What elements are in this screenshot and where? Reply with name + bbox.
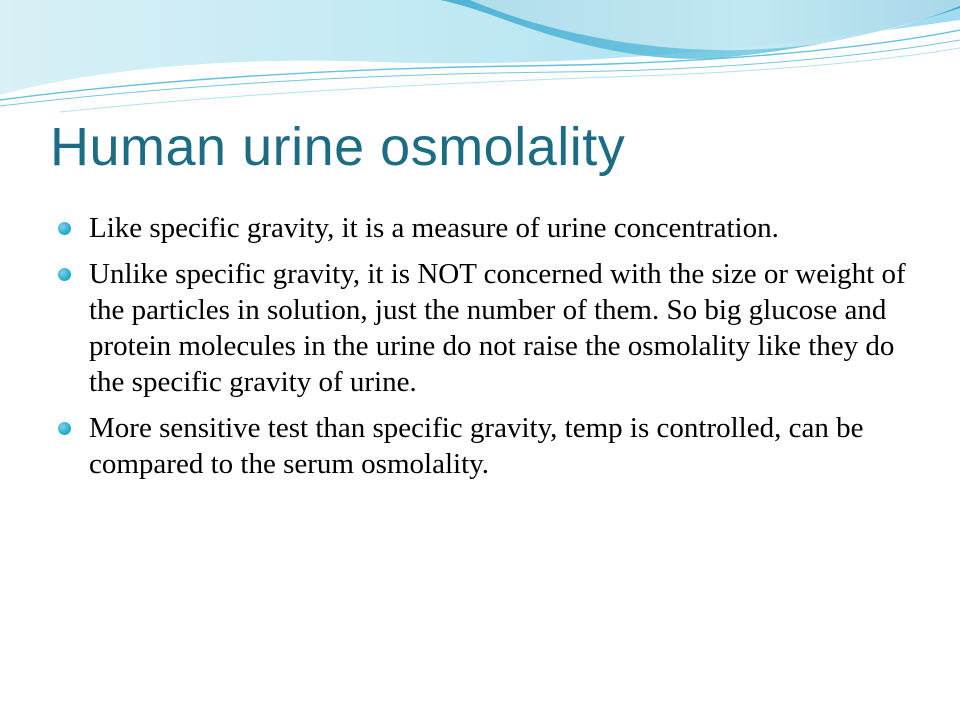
slide-title: Human urine osmolality	[50, 117, 626, 177]
bullet-item	[58, 256, 918, 400]
bullet-text: Like specific gravity, it is a measure of urine concentration.	[89, 212, 779, 244]
bullet-dot-icon	[58, 268, 71, 281]
decorative-wave-header	[0, 0, 960, 120]
bullet-text: Unlike specific gravity, it is NOT concerned with the size or weight of the particles in solution, just the number of them. So big glucose and protein molecules in the urine do not raise the osmolality like they do the specific gravity of urine.	[89, 258, 906, 398]
bullet-list	[58, 210, 918, 492]
bullet-dot-icon	[58, 222, 71, 235]
bullet-item	[58, 210, 918, 246]
bullet-item	[58, 410, 918, 482]
bullet-dot-icon	[58, 422, 71, 435]
bullet-text: More sensitive test than specific gravity, temp is controlled, can be compared to the serum osmolality.	[89, 412, 864, 480]
